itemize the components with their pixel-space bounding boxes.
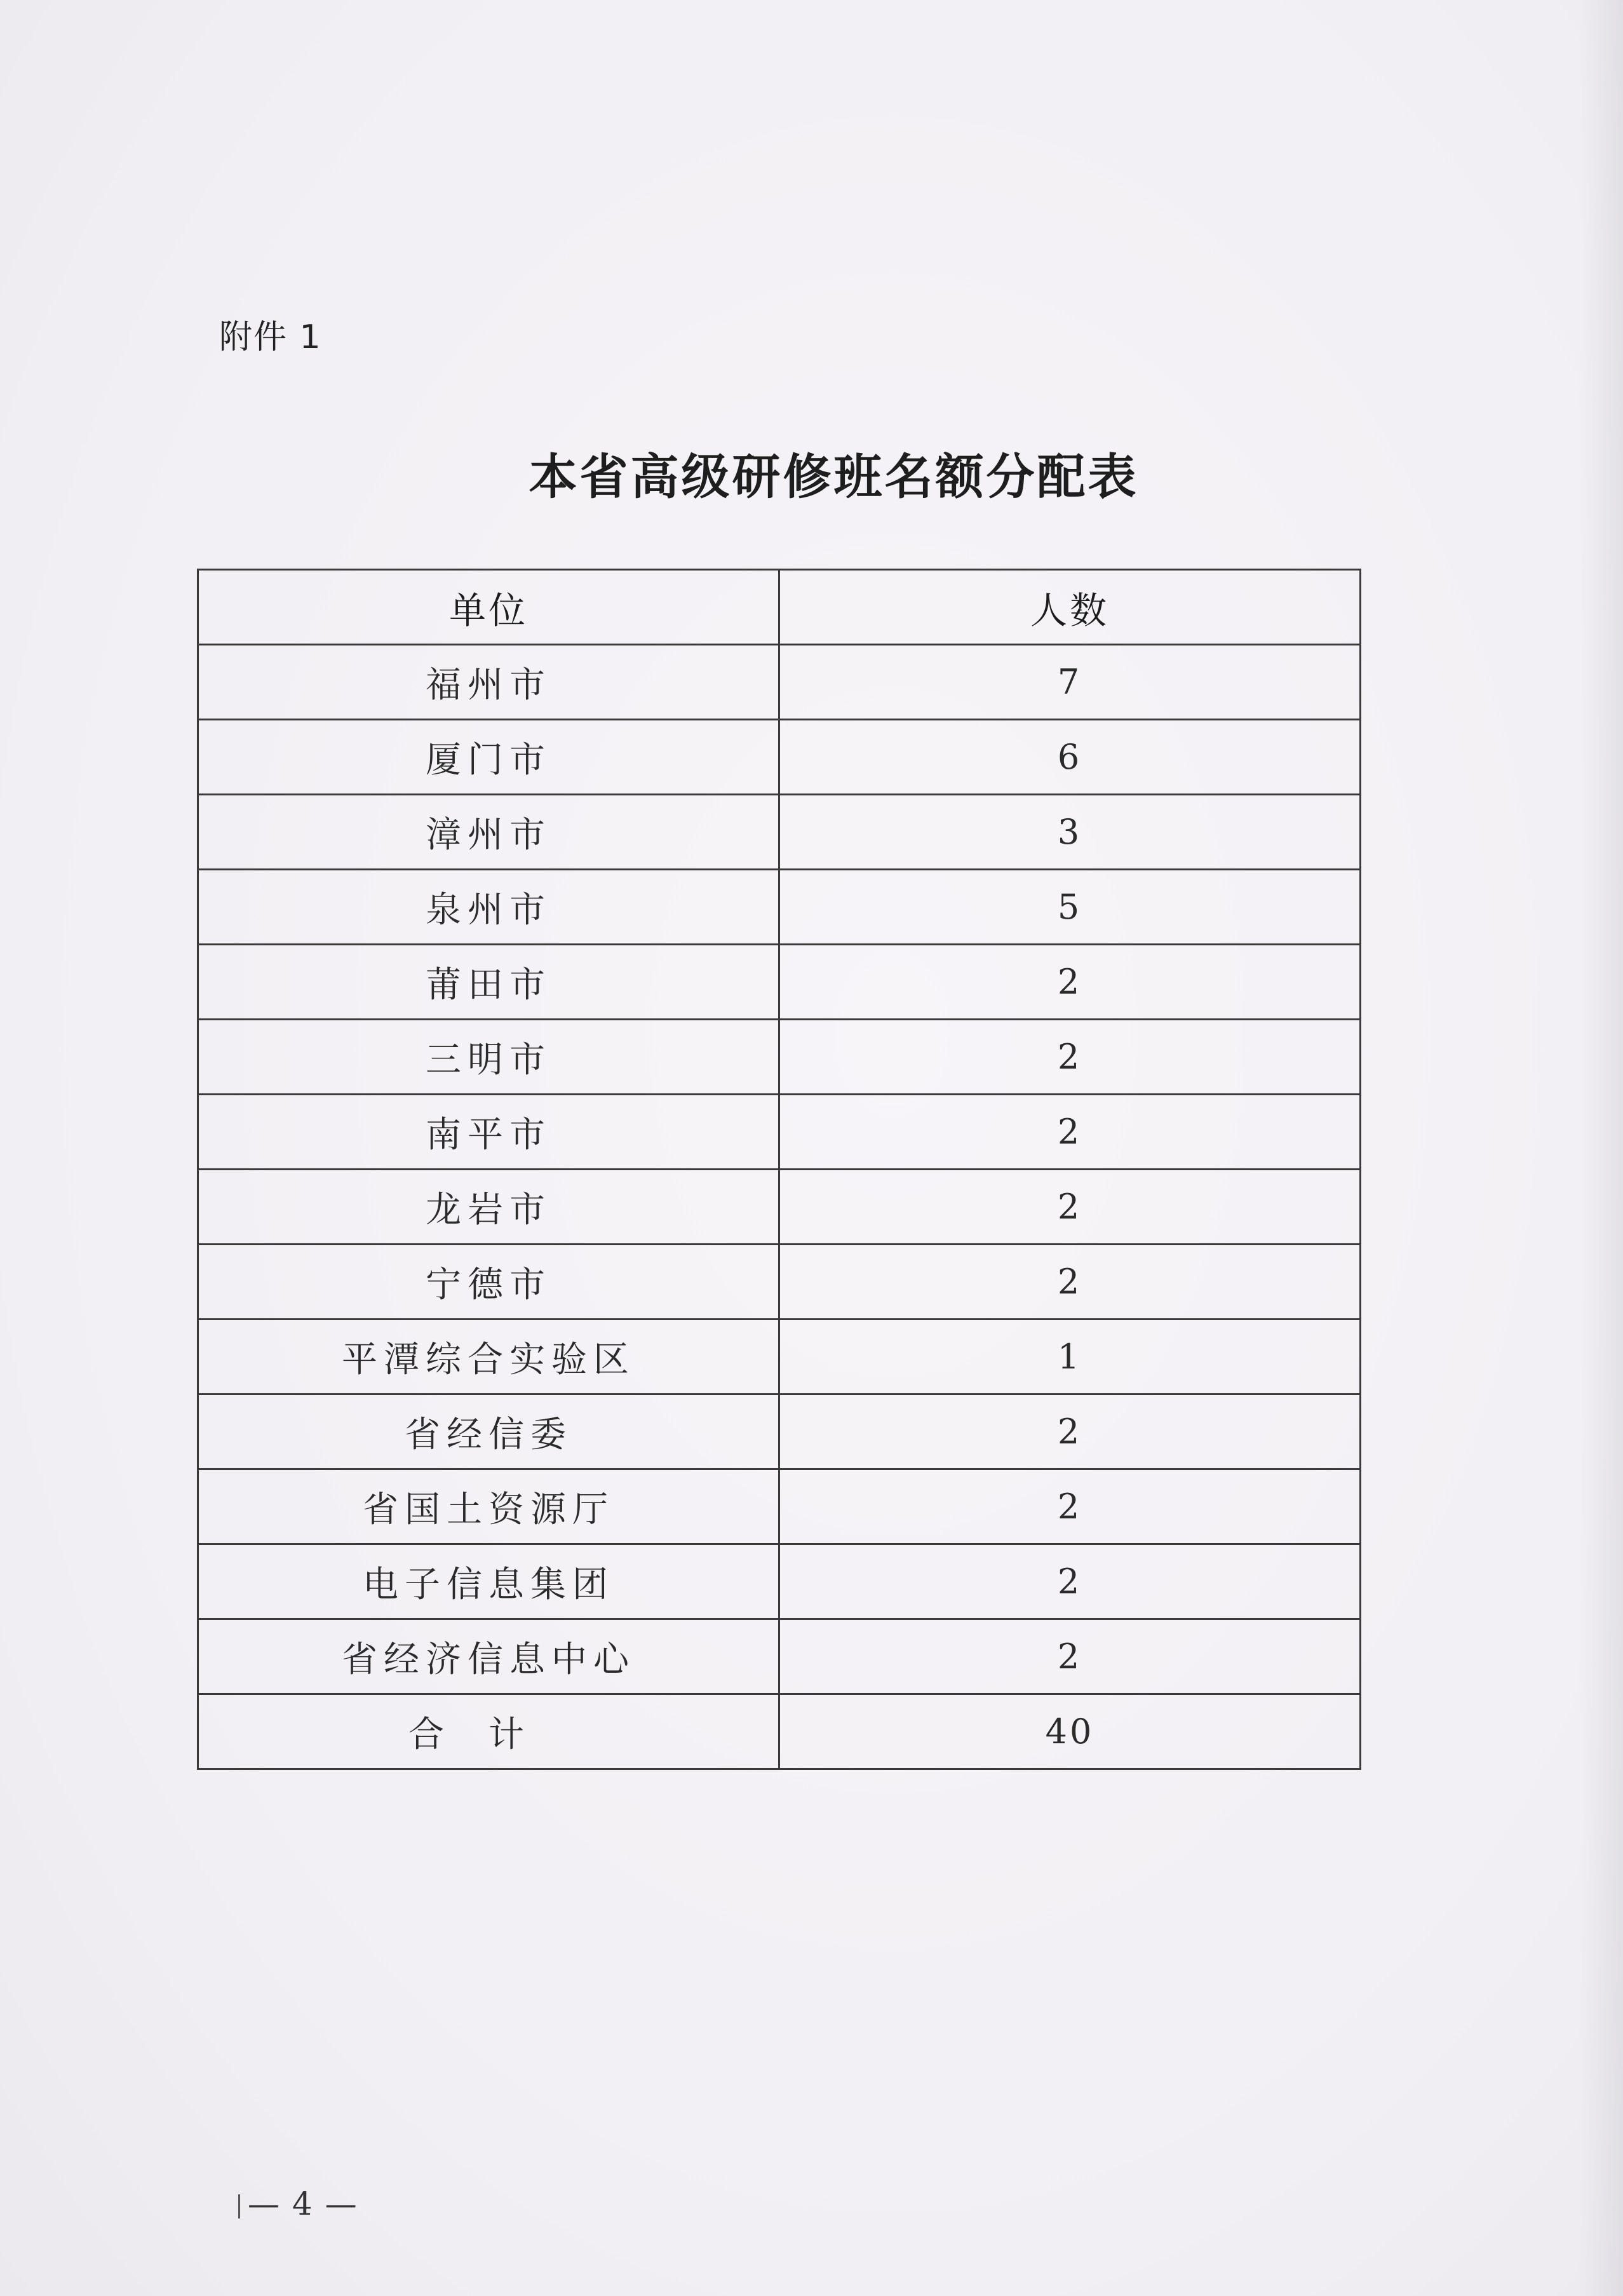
table-row xyxy=(198,1170,1361,1245)
count-cell: 5 xyxy=(779,870,1361,945)
table-row xyxy=(198,945,1361,1020)
total-row xyxy=(198,1694,1361,1769)
quota-allocation-table xyxy=(197,569,1361,1770)
count-cell: 2 xyxy=(779,1619,1361,1694)
table-row xyxy=(198,1544,1361,1619)
count-cell: 2 xyxy=(779,1020,1361,1095)
table-row xyxy=(198,720,1361,795)
count-cell: 2 xyxy=(779,1170,1361,1245)
total-count: 40 xyxy=(779,1694,1361,1769)
table-row xyxy=(198,1469,1361,1544)
unit-cell: 福州市 xyxy=(198,645,779,720)
unit-cell: 厦门市 xyxy=(198,720,779,795)
count-cell: 2 xyxy=(779,945,1361,1020)
table-row xyxy=(198,1394,1361,1469)
unit-cell: 平潭综合实验区 xyxy=(198,1320,779,1394)
table-row xyxy=(198,1619,1361,1694)
total-label: 合计 xyxy=(198,1694,779,1769)
table-row xyxy=(198,870,1361,945)
unit-cell: 龙岩市 xyxy=(198,1170,779,1245)
count-cell: 2 xyxy=(779,1245,1361,1320)
header-count: 人数 xyxy=(779,570,1361,645)
annex-label: 附件 1 xyxy=(219,318,322,356)
count-cell: 2 xyxy=(779,1394,1361,1469)
count-cell: 3 xyxy=(779,795,1361,870)
page-edge-shadow xyxy=(1579,0,1623,2296)
document-title: 本省高级研修班名额分配表 xyxy=(529,449,1139,505)
unit-cell: 宁德市 xyxy=(198,1245,779,1320)
table-row xyxy=(198,1320,1361,1394)
table-header-row xyxy=(198,570,1361,645)
count-cell: 2 xyxy=(779,1095,1361,1170)
unit-cell: 漳州市 xyxy=(198,795,779,870)
unit-cell: 省国土资源厅 xyxy=(198,1469,779,1544)
count-cell: 7 xyxy=(779,645,1361,720)
count-cell: 6 xyxy=(779,720,1361,795)
unit-cell: 莆田市 xyxy=(198,945,779,1020)
unit-cell: 南平市 xyxy=(198,1095,779,1170)
page-number-text: — 4 — xyxy=(248,2185,358,2222)
unit-cell: 三明市 xyxy=(198,1020,779,1095)
unit-cell: 泉州市 xyxy=(198,870,779,945)
table-row xyxy=(198,795,1361,870)
table-row xyxy=(198,1020,1361,1095)
count-cell: 2 xyxy=(779,1469,1361,1544)
margin-mark xyxy=(238,2194,240,2218)
unit-cell: 省经信委 xyxy=(198,1394,779,1469)
header-unit: 单位 xyxy=(198,570,779,645)
page-number xyxy=(238,2185,358,2222)
count-cell: 2 xyxy=(779,1544,1361,1619)
unit-cell: 电子信息集团 xyxy=(198,1544,779,1619)
table-row xyxy=(198,1245,1361,1320)
count-cell: 1 xyxy=(779,1320,1361,1394)
table-row xyxy=(198,1095,1361,1170)
unit-cell: 省经济信息中心 xyxy=(198,1619,779,1694)
table-row xyxy=(198,645,1361,720)
